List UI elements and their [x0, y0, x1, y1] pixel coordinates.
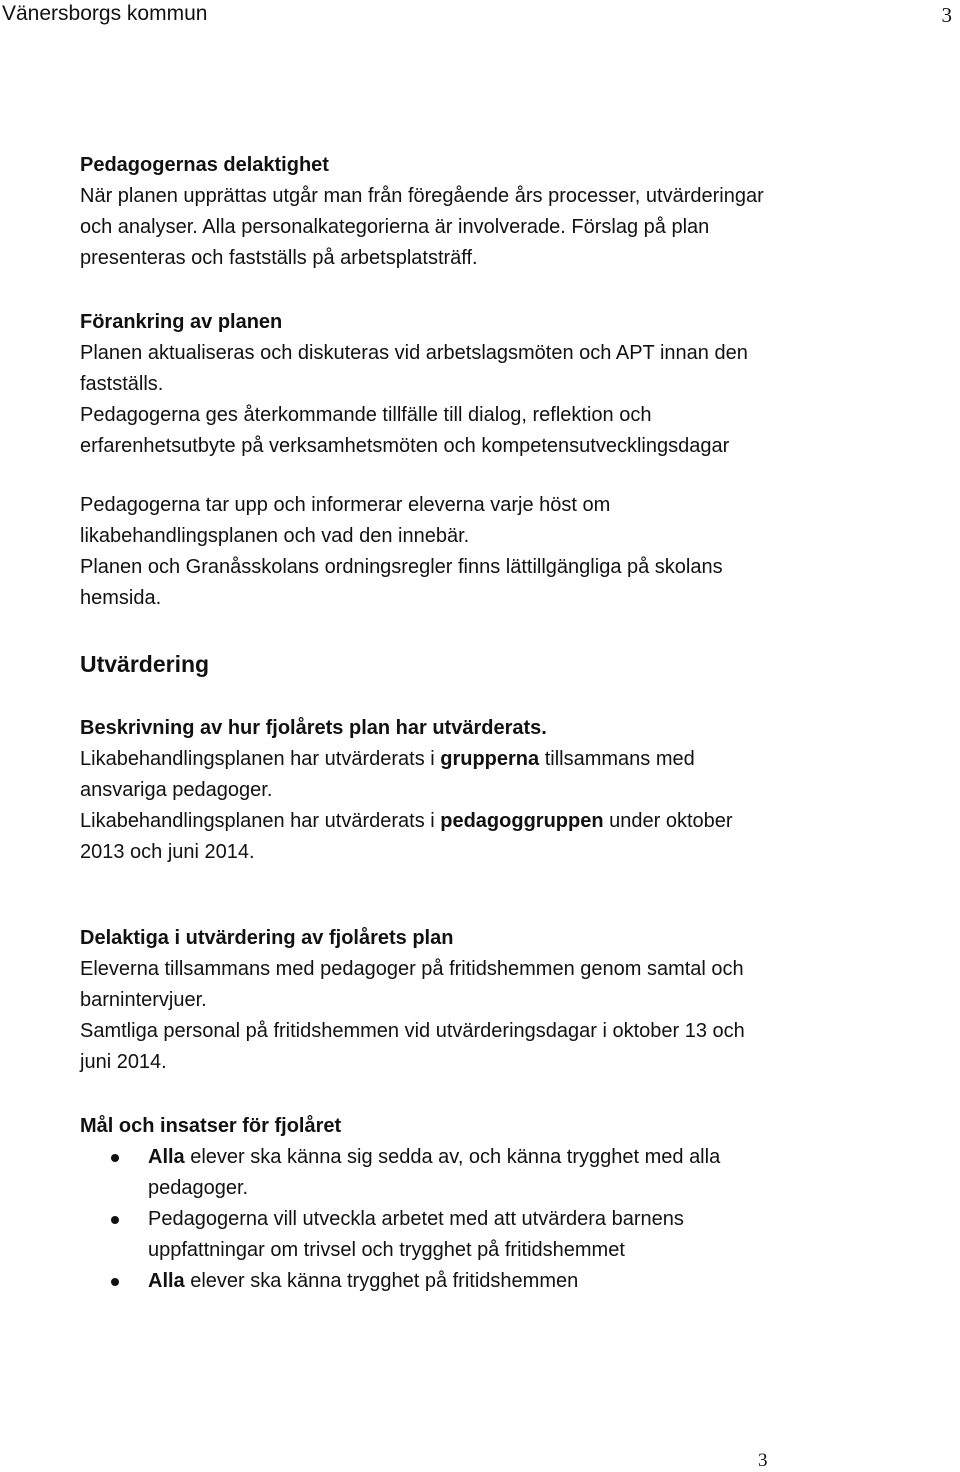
text-segment: tillsammans med ansvariga pedagoger.: [80, 748, 695, 801]
bullet-icon: [111, 1154, 119, 1162]
paragraph-delaktiga-1: Eleverna tillsammans med pedagoger på fritidshemmen genom samtal och barnintervjuer.: [80, 958, 744, 1011]
text-segment: Likabehandlingsplanen har utvärderats i: [80, 748, 441, 770]
paragraph-beskrivning-1: [80, 744, 770, 806]
text-segment: Pedagogerna vill utveckla arbetet med att utvärdera barnens uppfattningar om trivsel och trygghet på fritidshemmet: [148, 1208, 684, 1261]
bold-text-alla: Alla: [148, 1146, 185, 1168]
paragraph-delaktiga-2: Samtliga personal på fritidshemmen vid utvärderingsdagar i oktober 13 och juni 2014.: [80, 1020, 745, 1073]
goals-list: [80, 1142, 770, 1297]
heading-pedagogernas-delaktighet: Pedagogernas delaktighet: [80, 154, 329, 176]
text-segment: Likabehandlingsplanen har utvärderats i: [80, 810, 441, 832]
paragraph-forankring-3: Pedagogerna tar upp och informerar eleverna varje höst om likabehandlingsplanen och vad den innebär.: [80, 494, 611, 547]
heading-delaktiga: Delaktiga i utvärdering av fjolårets plan: [80, 927, 454, 949]
bullet-icon: [111, 1278, 119, 1286]
header-title: Vänersborgs kommun: [2, 2, 208, 25]
heading-mal-och-insatser: Mål och insatser för fjolåret: [80, 1115, 342, 1137]
list-item: [80, 1204, 770, 1266]
list-item: [80, 1266, 770, 1297]
bold-text-grupperna: grupperna: [440, 748, 540, 770]
paragraph-pedagogernas-body: När planen upprättas utgår man från föregående års processer, utvärderingar och analyser. Alla personalkategorierna är involverade. Förslag på plan presenteras och fastställs på arbetsplatsträff.: [80, 185, 764, 269]
heading-forankring: Förankring av planen: [80, 311, 283, 333]
heading-beskrivning: Beskrivning av hur fjolårets plan har utvärderats.: [80, 717, 547, 739]
bold-text-alla: Alla: [148, 1270, 185, 1292]
list-item: [80, 1142, 770, 1204]
paragraph-forankring-4: Planen och Granåsskolans ordningsregler finns lättillgängliga på skolans hemsida.: [80, 556, 723, 609]
text-segment: elever ska känna sig sedda av, och känna trygghet med alla pedagoger.: [148, 1146, 721, 1199]
page-header: [0, 0, 960, 30]
text-segment: under oktober 2013 och juni 2014.: [80, 810, 733, 863]
document-body: [80, 150, 770, 1297]
bullet-icon: [111, 1216, 119, 1224]
text-segment: elever ska känna trygghet på fritidshemmen: [184, 1270, 579, 1292]
paragraph-beskrivning-2: [80, 806, 770, 868]
bold-text-pedagoggruppen: pedagoggruppen: [440, 810, 604, 832]
paragraph-forankring-1: Planen aktualiseras och diskuteras vid arbetslagsmöten och APT innan den fastställs.: [80, 342, 748, 395]
header-page-number: 3: [941, 3, 952, 27]
heading-utvardering: Utvärdering: [80, 651, 210, 677]
footer-page-number: 3: [758, 1450, 768, 1471]
paragraph-forankring-2: Pedagogerna ges återkommande tillfälle till dialog, reflektion och erfarenhetsutbyte på verksamhetsmöten och kompetensutvecklingsdagar: [80, 404, 730, 457]
